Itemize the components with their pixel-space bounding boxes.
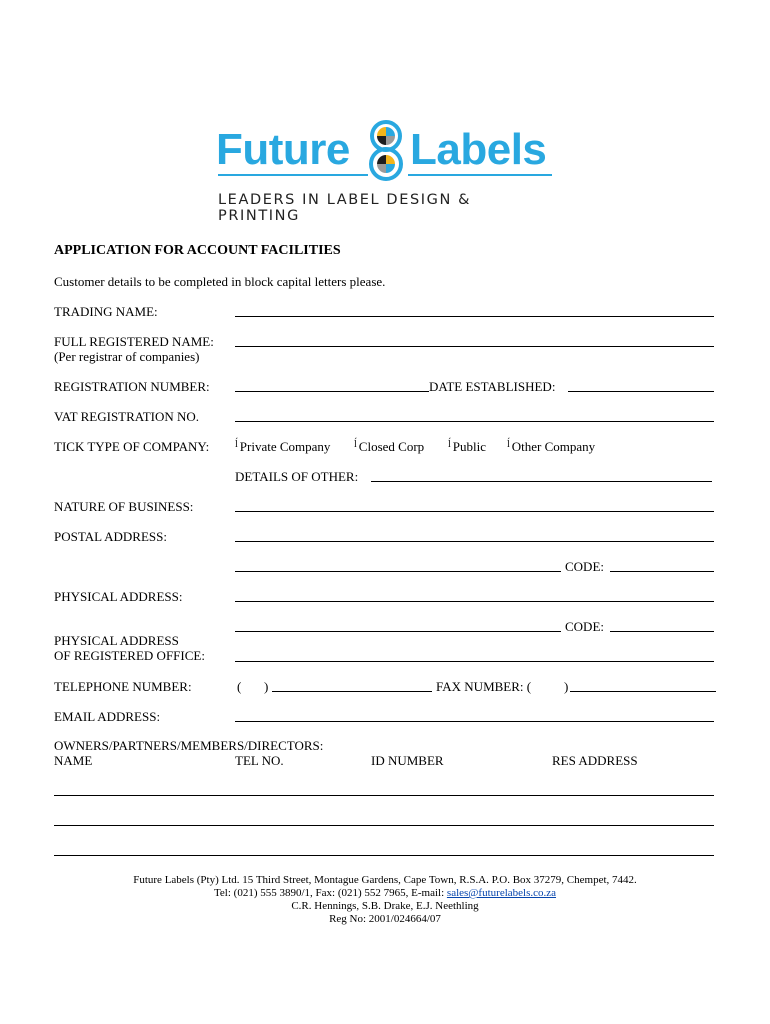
checkbox-closed-corp[interactable] <box>354 439 424 456</box>
option-label: Public <box>452 439 487 454</box>
tick-box-icon: ĺ <box>354 439 357 450</box>
label-trading-name: TRADING NAME: <box>54 304 158 319</box>
tick-box-icon: ĺ <box>507 439 510 450</box>
details-of-other-field[interactable] <box>371 481 712 482</box>
owners-entry-line-3[interactable] <box>54 855 714 856</box>
label-date-established: DATE ESTABLISHED: <box>429 379 556 394</box>
label-registered-office-2: OF REGISTERED OFFICE: <box>54 648 205 663</box>
postal-code-field[interactable] <box>610 571 714 572</box>
label-postal-address: POSTAL ADDRESS: <box>54 529 167 544</box>
owners-entry-line-1[interactable] <box>54 795 714 796</box>
option-label: Private Company <box>239 439 331 454</box>
owners-entry-line-2[interactable] <box>54 825 714 826</box>
label-nature-of-business: NATURE OF BUSINESS: <box>54 499 194 514</box>
date-established-field[interactable] <box>568 391 714 392</box>
fax-number-field[interactable] <box>570 691 716 692</box>
footer-email-link[interactable]: sales@futurelabels.co.za <box>446 887 557 899</box>
label-owners-heading: OWNERS/PARTNERS/MEMBERS/DIRECTORS: <box>54 738 324 753</box>
footer-address: Future Labels (Pty) Ltd. 15 Third Street, Montague Gardens, Cape Town, R.S.A. P.O. Box 37279, Chempet, 7442. <box>133 874 637 886</box>
vat-registration-field[interactable] <box>235 421 714 422</box>
telephone-number-field[interactable] <box>272 691 432 692</box>
label-fax-number: FAX NUMBER: ( <box>436 679 532 694</box>
tick-box-icon: ĺ <box>448 439 451 450</box>
physical-code-field[interactable] <box>610 631 714 632</box>
trading-name-field[interactable] <box>235 316 714 317</box>
column-header-id-number: ID NUMBER <box>371 753 444 768</box>
label-postal-code: CODE: <box>565 559 604 574</box>
column-header-tel-no: TEL NO. <box>235 753 284 768</box>
label-per-registrar: (Per registrar of companies) <box>54 349 200 364</box>
footer-contact <box>0 887 770 900</box>
full-registered-name-field[interactable] <box>235 346 714 347</box>
logo-figure-eight-icon <box>364 120 408 182</box>
form-title: APPLICATION FOR ACCOUNT FACILITIES <box>54 243 341 258</box>
logo-word-future: Future <box>216 125 350 174</box>
checkbox-public[interactable] <box>448 439 486 456</box>
column-header-res-address: RES ADDRESS <box>552 753 638 768</box>
fax-paren-close: ) <box>564 679 569 694</box>
column-header-name: NAME <box>54 753 93 768</box>
footer-reg-no: Reg No: 2001/024664/07 <box>329 913 441 925</box>
logo-underline <box>218 174 368 176</box>
label-tick-type: TICK TYPE OF COMPANY: <box>54 439 210 454</box>
physical-address-field-1[interactable] <box>235 601 714 602</box>
registration-number-field[interactable] <box>235 391 429 392</box>
postal-address-field-2[interactable] <box>235 571 561 572</box>
nature-of-business-field[interactable] <box>235 511 714 512</box>
checkbox-private-company[interactable] <box>235 439 330 456</box>
telephone-paren-close: ) <box>264 679 269 694</box>
footer-contact-text: Tel: (021) 555 3890/1, Fax: (021) 552 7965, E-mail: <box>213 887 447 899</box>
telephone-paren-open: ( <box>237 679 242 694</box>
form-instructions: Customer details to be completed in block capital letters please. <box>54 274 386 289</box>
logo-word-labels: Labels <box>410 125 547 174</box>
option-label: Closed Corp <box>358 439 425 454</box>
label-physical-address: PHYSICAL ADDRESS: <box>54 589 183 604</box>
logo-tagline: LEADERS IN LABEL DESIGN & PRINTING <box>218 192 472 224</box>
label-email-address: EMAIL ADDRESS: <box>54 709 161 724</box>
postal-address-field-1[interactable] <box>235 541 714 542</box>
label-telephone-number: TELEPHONE NUMBER: <box>54 679 192 694</box>
label-registration-number: REGISTRATION NUMBER: <box>54 379 210 394</box>
company-logo <box>216 120 556 224</box>
label-full-registered-name: FULL REGISTERED NAME: <box>54 334 214 349</box>
logo-underline <box>408 174 552 176</box>
option-label: Other Company <box>511 439 596 454</box>
label-vat-registration: VAT REGISTRATION NO. <box>54 409 200 424</box>
checkbox-other-company[interactable] <box>507 439 595 456</box>
label-registered-office-1: PHYSICAL ADDRESS <box>54 633 179 648</box>
email-address-field[interactable] <box>235 721 714 722</box>
physical-address-field-2[interactable] <box>235 631 561 632</box>
tick-box-icon: ĺ <box>235 439 238 450</box>
footer-directors: C.R. Hennings, S.B. Drake, E.J. Neethling <box>291 900 479 912</box>
label-details-of-other: DETAILS OF OTHER: <box>235 469 359 484</box>
label-physical-code: CODE: <box>565 619 604 634</box>
registered-office-field[interactable] <box>235 661 714 662</box>
